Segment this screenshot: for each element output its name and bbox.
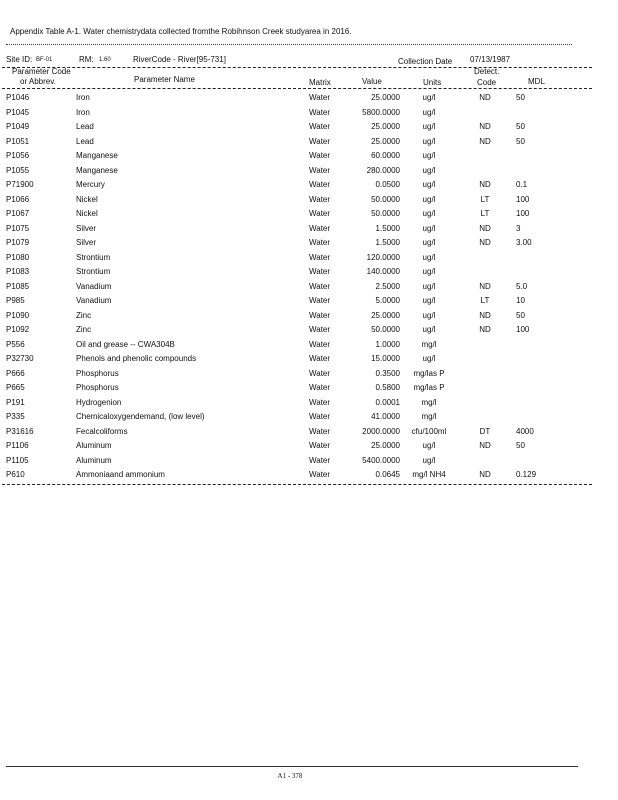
row-units: ug/l xyxy=(422,296,436,305)
page-number: A1 - 378 xyxy=(277,772,303,780)
row-matrix: Water xyxy=(309,122,331,131)
row-parameter-code: P556 xyxy=(6,339,25,349)
row-units: ug/l xyxy=(422,136,436,146)
row-value: 0.5800 xyxy=(375,383,400,392)
row-value: 25.0000 xyxy=(371,310,400,320)
row-parameter-name: Hydrogenion xyxy=(76,397,122,407)
row-parameter-name: Fecalcoliforms xyxy=(76,426,128,436)
row-matrix: Water xyxy=(309,107,331,117)
row-parameter-code: P335 xyxy=(6,412,25,421)
col-units-header: Units xyxy=(423,78,442,87)
row-matrix: Water xyxy=(309,368,331,378)
row-parameter-name: Phenols and phenolic compounds xyxy=(76,354,197,363)
table-row xyxy=(0,253,618,268)
row-detect-code: DT xyxy=(479,426,491,436)
row-value: 0.0500 xyxy=(375,180,400,189)
row-matrix: Water xyxy=(309,136,331,146)
row-value: 140.0000 xyxy=(366,267,400,276)
row-parameter-code: P1051 xyxy=(6,136,30,146)
row-matrix: Water xyxy=(309,165,331,175)
row-units: ug/l xyxy=(422,151,436,160)
row-parameter-code: P1075 xyxy=(6,223,30,233)
row-units: ug/l xyxy=(422,441,436,450)
row-matrix: Water xyxy=(309,470,331,479)
row-matrix: Water xyxy=(309,296,331,305)
row-parameter-code: P1090 xyxy=(6,310,30,320)
row-value: 1.5000 xyxy=(375,238,400,247)
row-parameter-name: Strontium xyxy=(76,267,111,276)
row-parameter-code: P1080 xyxy=(6,252,30,262)
row-matrix: Water xyxy=(309,310,331,320)
row-value: 50.0000 xyxy=(371,325,400,334)
row-parameter-code: P1045 xyxy=(6,107,30,117)
table-row xyxy=(0,383,618,398)
table-row xyxy=(0,93,618,108)
row-value: 25.0000 xyxy=(371,136,400,146)
table-row xyxy=(0,456,618,471)
row-value: 0.0645 xyxy=(375,470,400,479)
row-matrix: Water xyxy=(309,441,331,450)
row-detect-code: ND xyxy=(479,223,491,233)
row-matrix: Water xyxy=(309,93,331,102)
row-parameter-code: P1105 xyxy=(6,455,29,465)
row-units: ug/l xyxy=(422,122,436,131)
col-code-line1: Parameter Code xyxy=(12,67,71,76)
table-row xyxy=(0,137,618,152)
table-row xyxy=(0,296,618,311)
row-parameter-code: P666 xyxy=(6,368,25,378)
row-value: 15.0000 xyxy=(371,354,400,363)
row-value: 1.5000 xyxy=(375,223,400,233)
row-units: ug/l xyxy=(422,325,436,334)
row-parameter-code: P31616 xyxy=(6,426,34,436)
row-units: mg/l xyxy=(421,339,437,349)
row-parameter-code: P665 xyxy=(6,383,25,392)
row-parameter-name: Aluminum xyxy=(76,441,112,450)
row-parameter-name: Strontium xyxy=(76,252,111,262)
row-matrix: Water xyxy=(309,383,331,392)
row-parameter-name: Ammoniaand ammonium xyxy=(76,470,165,479)
row-matrix: Water xyxy=(309,426,331,436)
row-value: 60.0000 xyxy=(371,151,400,160)
row-matrix: Water xyxy=(309,281,331,291)
row-matrix: Water xyxy=(309,412,331,421)
table-row xyxy=(0,267,618,282)
row-parameter-name: Iron xyxy=(76,93,90,102)
row-parameter-name: Lead xyxy=(76,136,94,146)
table-row xyxy=(0,195,618,210)
table-row xyxy=(0,224,618,239)
row-detect-code: LT xyxy=(480,209,490,218)
footer-rule xyxy=(6,766,578,767)
table-row xyxy=(0,398,618,413)
row-units: ug/l xyxy=(422,252,436,262)
col-detect-line1: Detect. xyxy=(474,67,500,76)
row-units: ug/l xyxy=(422,455,436,465)
row-parameter-name: Mercury xyxy=(76,180,105,189)
row-matrix: Water xyxy=(309,397,331,407)
row-value: 5.0000 xyxy=(375,296,400,305)
table-row xyxy=(0,209,618,224)
row-mdl: 100 xyxy=(516,194,530,204)
row-mdl: 50 xyxy=(516,122,525,131)
col-name-header: Parameter Name xyxy=(134,75,195,84)
row-value: 2.5000 xyxy=(375,281,400,291)
row-matrix: Water xyxy=(309,354,331,363)
row-matrix: Water xyxy=(309,455,331,465)
row-units: mg/las P xyxy=(413,368,445,378)
row-units: ug/l xyxy=(422,165,436,175)
row-mdl: 50 xyxy=(516,441,525,450)
row-mdl: 50 xyxy=(516,136,525,146)
title-divider xyxy=(6,44,572,45)
row-matrix: Water xyxy=(309,267,331,276)
row-detect-code: ND xyxy=(479,136,491,146)
row-units: mg/l NH4 xyxy=(412,470,446,479)
row-parameter-name: Vanadium xyxy=(76,281,112,291)
row-value: 41.0000 xyxy=(371,412,400,421)
row-parameter-name: Phosphorus xyxy=(76,383,119,392)
row-units: mg/l xyxy=(421,397,437,407)
row-parameter-name: Chemicaloxygendemand, (low level) xyxy=(76,412,205,421)
row-detect-code: ND xyxy=(479,281,491,291)
row-parameter-code: P1056 xyxy=(6,151,30,160)
row-value: 5800.0000 xyxy=(362,107,400,117)
row-units: ug/l xyxy=(422,180,436,189)
row-parameter-code: P1106 xyxy=(6,441,29,450)
row-parameter-name: Silver xyxy=(76,238,97,247)
row-detect-code: ND xyxy=(479,470,491,479)
row-parameter-name: Aluminum xyxy=(76,455,112,465)
row-detect-code: ND xyxy=(479,325,491,334)
row-mdl: 10 xyxy=(516,296,525,305)
row-value: 2000.0000 xyxy=(362,426,400,436)
row-mdl: 4000 xyxy=(516,426,534,436)
row-units: mg/las P xyxy=(413,383,445,392)
table-row xyxy=(0,282,618,297)
row-detect-code: ND xyxy=(479,310,491,320)
row-parameter-code: P985 xyxy=(6,296,25,305)
row-parameter-name: Phosphorus xyxy=(76,368,119,378)
river-code: RiverCode - River[95-731] xyxy=(133,55,226,64)
row-parameter-code: P1079 xyxy=(6,238,30,247)
row-mdl: 3.00 xyxy=(516,238,532,247)
row-mdl: 0.129 xyxy=(516,470,537,479)
collection-date-value: 07/13/1987 xyxy=(470,55,511,64)
row-mdl: 0.1 xyxy=(516,180,528,189)
table-row xyxy=(0,340,618,355)
header-bottom-rule xyxy=(2,88,592,89)
row-mdl: 100 xyxy=(516,209,530,218)
row-parameter-code: P1083 xyxy=(6,267,30,276)
row-parameter-code: P71900 xyxy=(6,180,34,189)
row-detect-code: ND xyxy=(479,238,491,247)
row-parameter-code: P32730 xyxy=(6,354,34,363)
row-units: ug/l xyxy=(422,194,436,204)
row-mdl: 100 xyxy=(516,325,530,334)
row-value: 50.0000 xyxy=(371,194,400,204)
table-row xyxy=(0,369,618,384)
table-row xyxy=(0,470,618,485)
row-matrix: Water xyxy=(309,223,331,233)
row-value: 0.0001 xyxy=(375,397,400,407)
row-value: 25.0000 xyxy=(371,441,400,450)
row-mdl: 5.0 xyxy=(516,281,528,291)
table-row xyxy=(0,166,618,181)
table-row xyxy=(0,412,618,427)
row-matrix: Water xyxy=(309,325,331,334)
row-parameter-name: Nickel xyxy=(76,209,98,218)
row-mdl: 50 xyxy=(516,310,525,320)
row-value: 280.0000 xyxy=(366,165,400,175)
row-detect-code: LT xyxy=(480,296,490,305)
table-row xyxy=(0,441,618,456)
row-parameter-name: Zinc xyxy=(76,310,92,320)
table-title: Appendix Table A-1. Water chemistrydata collected fromthe Robihnson Creek studyarea in 2016. xyxy=(10,27,352,36)
table-row xyxy=(0,325,618,340)
row-parameter-code: P191 xyxy=(6,397,25,407)
row-parameter-name: Zinc xyxy=(76,325,92,334)
table-row xyxy=(0,238,618,253)
row-value: 25.0000 xyxy=(371,122,400,131)
table-row xyxy=(0,122,618,137)
row-value: 50.0000 xyxy=(371,209,400,218)
row-parameter-code: P1067 xyxy=(6,209,30,218)
row-detect-code: ND xyxy=(479,93,491,102)
row-units: cfu/100ml xyxy=(411,426,447,436)
row-detect-code: ND xyxy=(479,441,491,450)
row-units: mg/l xyxy=(421,412,437,421)
row-units: ug/l xyxy=(422,310,436,320)
row-matrix: Water xyxy=(309,252,331,262)
row-units: ug/l xyxy=(422,209,436,218)
row-units: ug/l xyxy=(422,267,436,276)
row-parameter-code: P1066 xyxy=(6,194,30,204)
table-bottom-rule xyxy=(2,484,592,485)
row-mdl: 3 xyxy=(516,223,521,233)
row-parameter-name: Vanadium xyxy=(76,296,112,305)
col-matrix-header: Matrix xyxy=(309,78,331,87)
row-parameter-name: Manganese xyxy=(76,165,118,175)
collection-date-label: Collection Date xyxy=(398,57,453,66)
row-parameter-name: Nickel xyxy=(76,194,98,204)
table-row xyxy=(0,354,618,369)
col-code-line2: or Abbrev. xyxy=(20,77,56,86)
col-detect-line2: Code xyxy=(477,78,497,87)
row-parameter-name: Iron xyxy=(76,107,90,117)
row-parameter-name: Silver xyxy=(76,223,97,233)
site-id-value: BF-01 xyxy=(36,57,53,63)
row-parameter-code: P1055 xyxy=(6,165,30,175)
row-detect-code: ND xyxy=(479,180,491,189)
row-matrix: Water xyxy=(309,238,331,247)
row-units: ug/l xyxy=(422,281,436,291)
row-parameter-name: Lead xyxy=(76,122,94,131)
row-units: ug/l xyxy=(422,238,436,247)
header-top-rule xyxy=(2,67,592,68)
row-units: ug/l xyxy=(422,354,436,363)
row-matrix: Water xyxy=(309,339,331,349)
table-row xyxy=(0,151,618,166)
row-matrix: Water xyxy=(309,151,331,160)
row-matrix: Water xyxy=(309,180,331,189)
row-parameter-name: Oil and grease -- CWA304B xyxy=(76,339,175,349)
row-parameter-code: P1046 xyxy=(6,93,30,102)
row-parameter-code: P610 xyxy=(6,470,25,479)
col-value-header: Value xyxy=(362,77,382,86)
row-parameter-code: P1085 xyxy=(6,281,30,291)
row-matrix: Water xyxy=(309,194,331,204)
row-value: 1.0000 xyxy=(375,339,400,349)
row-value: 5400.0000 xyxy=(362,455,400,465)
row-units: ug/l xyxy=(422,93,436,102)
table-row xyxy=(0,108,618,123)
row-matrix: Water xyxy=(309,209,331,218)
col-mdl-header: MDL xyxy=(528,77,545,86)
row-units: ug/l xyxy=(422,223,436,233)
table-row xyxy=(0,311,618,326)
row-parameter-name: Manganese xyxy=(76,151,118,160)
row-parameter-code: P1049 xyxy=(6,122,30,131)
row-value: 0.3500 xyxy=(375,368,400,378)
row-mdl: 50 xyxy=(516,93,525,102)
site-id-label: Site ID: xyxy=(6,55,33,64)
row-parameter-code: P1092 xyxy=(6,325,30,334)
rm-value: 1.60 xyxy=(99,57,111,63)
row-value: 25.0000 xyxy=(371,93,400,102)
table-row xyxy=(0,427,618,442)
row-detect-code: LT xyxy=(480,194,490,204)
rm-label: RM: xyxy=(79,55,94,64)
table-row xyxy=(0,180,618,195)
row-value: 120.0000 xyxy=(366,252,400,262)
row-detect-code: ND xyxy=(479,122,491,131)
row-units: ug/l xyxy=(422,107,436,117)
